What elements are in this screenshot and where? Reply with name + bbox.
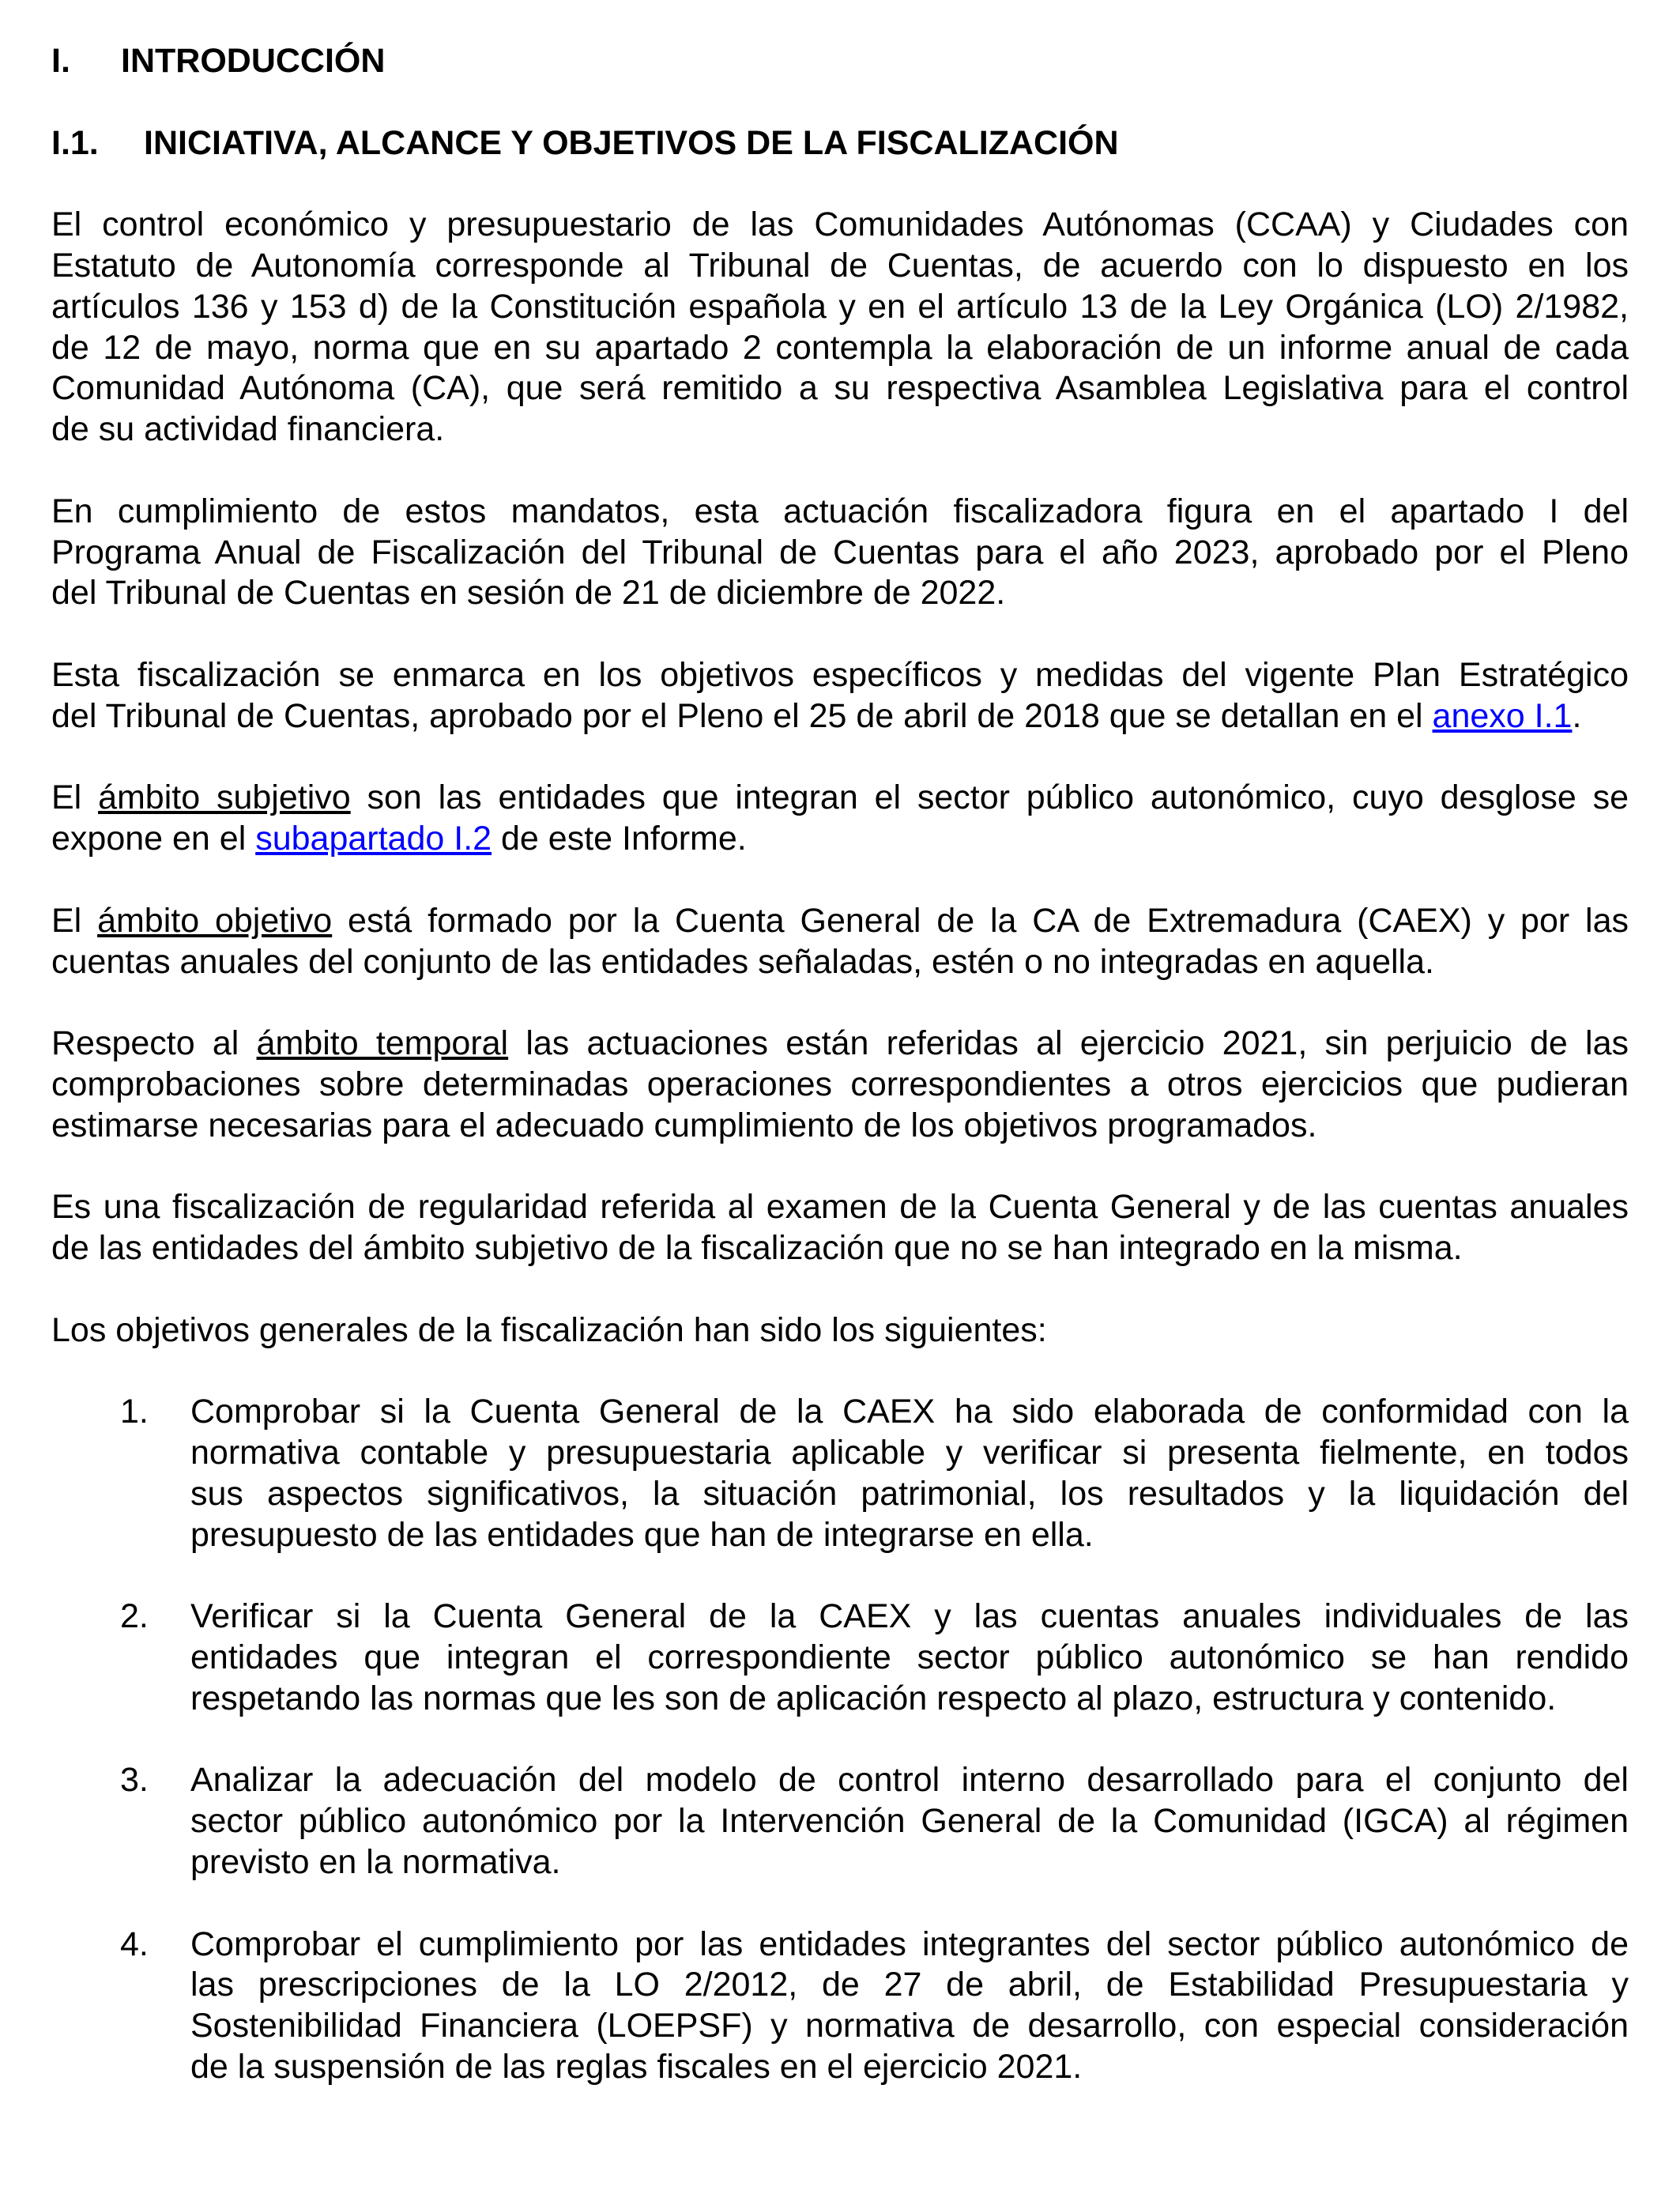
paragraph [51, 492, 1629, 614]
text-line: normativa contable y presupuestaria aplicable y verificar si presenta fielmente, en todos [190, 1434, 1629, 1472]
subsection-number: I.1. [51, 123, 99, 162]
section-number: I. [51, 42, 70, 80]
text-line: El control económico y presupuestario de las Comunidades Autónomas (CCAA) y Ciudades con [51, 205, 1629, 244]
body-text [51, 205, 1629, 1351]
objective-item [51, 1924, 1629, 2088]
text-line: respetando las normas que les son de aplicación respecto al plazo, estructura y contenido. [190, 1679, 1557, 1717]
underlined-term: ámbito subjetivo [98, 778, 351, 817]
text-line: de su actividad financiera. [51, 410, 445, 449]
text-segment: . [1572, 696, 1582, 735]
text-line: Es una fiscalización de regularidad referida al examen de la Cuenta General y de las cuentas anuales [51, 1188, 1629, 1227]
text-line: entidades que integran el correspondiente sector público autonómico se han rendido [190, 1638, 1629, 1677]
underlined-term: ámbito temporal [256, 1024, 509, 1063]
text-line: estimarse necesarias para el adecuado cumplimiento de los objetivos programados. [51, 1106, 1317, 1144]
text-line: Analizar la adecuación del modelo de control interno desarrollado para el conjunto del [190, 1761, 1629, 1800]
text-line: Comprobar el cumplimiento por las entidades integrantes del sector público autonómico de [190, 1924, 1629, 1963]
text-line: Estatuto de Autonomía corresponde al Tribunal de Cuentas, de acuerdo con lo dispuesto en los [51, 246, 1629, 285]
objective-item [51, 1392, 1629, 1555]
text-line: artículos 136 y 153 d) de la Constitución española y en el artículo 13 de la Ley Orgánica (LO) 2/1982, [51, 287, 1629, 326]
text-line: del Tribunal de Cuentas en sesión de 21 de diciembre de 2022. [51, 574, 1006, 613]
objective-number: 1. [120, 1393, 149, 1431]
text-line: comprobaciones sobre determinadas operaciones correspondientes a otros ejercicios que pudieran [51, 1065, 1629, 1103]
paragraph [51, 205, 1629, 450]
text-line: Programa Anual de Fiscalización del Tribunal de Cuentas para el año 2023, aprobado por el Pleno [51, 533, 1629, 571]
text-line: Los objetivos generales de la fiscalización han sido los siguientes: [51, 1310, 1047, 1349]
text-line: En cumplimiento de estos mandatos, esta actuación fiscalizadora figura en el apartado I del [51, 492, 1629, 530]
text-line: cuentas anuales del conjunto de las entidades señaladas, estén o no integradas en aquella. [51, 942, 1434, 981]
paragraph [51, 901, 1629, 983]
text-line [51, 901, 1629, 942]
text-line: de 12 de mayo, norma que en su apartado 2 contempla la elaboración de un informe anual de cada [51, 328, 1629, 367]
objective-item [51, 1596, 1629, 1719]
section-heading [51, 41, 1629, 82]
text-line: de las entidades del ámbito subjetivo de la fiscalización que no se han integrado en la misma. [51, 1229, 1463, 1268]
text-line: Comprobar si la Cuenta General de la CAEX ha sido elaborada de conformidad con la [190, 1393, 1629, 1431]
document-page [51, 41, 1629, 2129]
cross-reference-link[interactable]: anexo I.1 [1432, 696, 1573, 735]
paragraph [51, 1310, 1629, 1351]
text-line: Comunidad Autónoma (CA), que será remitido a su respectiva Asamblea Legislativa para el control [51, 369, 1629, 408]
text-line: las prescripciones de la LO 2/2012, de 27 de abril, de Estabilidad Presupuestaria y [190, 1966, 1629, 2004]
objective-number: 3. [120, 1761, 149, 1800]
text-segment: está formado por la Cuenta General de la CA de Extremadura (CAEX) y por las [332, 901, 1629, 940]
paragraph [51, 655, 1629, 737]
subsection-heading [51, 123, 1629, 164]
paragraph [51, 778, 1629, 860]
text-segment: de este Informe. [492, 820, 747, 858]
text-segment: El [51, 901, 98, 940]
objective-number: 2. [120, 1597, 149, 1636]
text-segment: expone en el [51, 820, 256, 858]
text-line: Sostenibilidad Financiera (LOEPSF) y normativa de desarrollo, con especial consideración [190, 2007, 1629, 2045]
text-line: Esta fiscalización se enmarca en los objetivos específicos y medidas del vigente Plan Estratégico [51, 655, 1629, 694]
text-line: sus aspectos significativos, la situación patrimonial, los resultados y la liquidación del [190, 1474, 1629, 1513]
cross-reference-link[interactable]: subapartado I.2 [255, 820, 492, 858]
text-line: sector público autonómico por la Intervención General de la Comunidad (IGCA) al régimen [190, 1802, 1629, 1841]
text-line: previsto en la normativa. [190, 1843, 561, 1882]
text-line: Verificar si la Cuenta General de la CAEX y las cuentas anuales individuales de las [190, 1597, 1629, 1636]
paragraph [51, 1187, 1629, 1269]
objective-item [51, 1760, 1629, 1883]
subsection-title: INICIATIVA, ALCANCE Y OBJETIVOS DE LA FISCALIZACIÓN [144, 123, 1119, 162]
text-segment: son las entidades que integran el sector público autonómico, cuyo desglose se [350, 778, 1629, 817]
paragraph [51, 1023, 1629, 1146]
objective-number: 4. [120, 1924, 149, 1963]
text-segment: del Tribunal de Cuentas, aprobado por el Pleno el 25 de abril de 2018 que se detallan en el [51, 696, 1433, 735]
text-line: presupuesto de las entidades que han de integrarse en ella. [190, 1515, 1094, 1554]
text-line [51, 819, 1629, 860]
text-segment: las actuaciones están referidas al ejercicio 2021, sin perjuicio de las [508, 1024, 1629, 1063]
text-line [51, 696, 1629, 737]
section-title: INTRODUCCIÓN [121, 42, 386, 80]
text-segment: Respecto al [51, 1024, 257, 1063]
text-line [51, 778, 1629, 819]
text-segment: El [51, 778, 99, 817]
objectives-list [51, 1392, 1629, 2088]
underlined-term: ámbito objetivo [97, 901, 333, 940]
text-line: de la suspensión de las reglas fiscales en el ejercicio 2021. [190, 2048, 1083, 2087]
text-line [51, 1023, 1629, 1065]
